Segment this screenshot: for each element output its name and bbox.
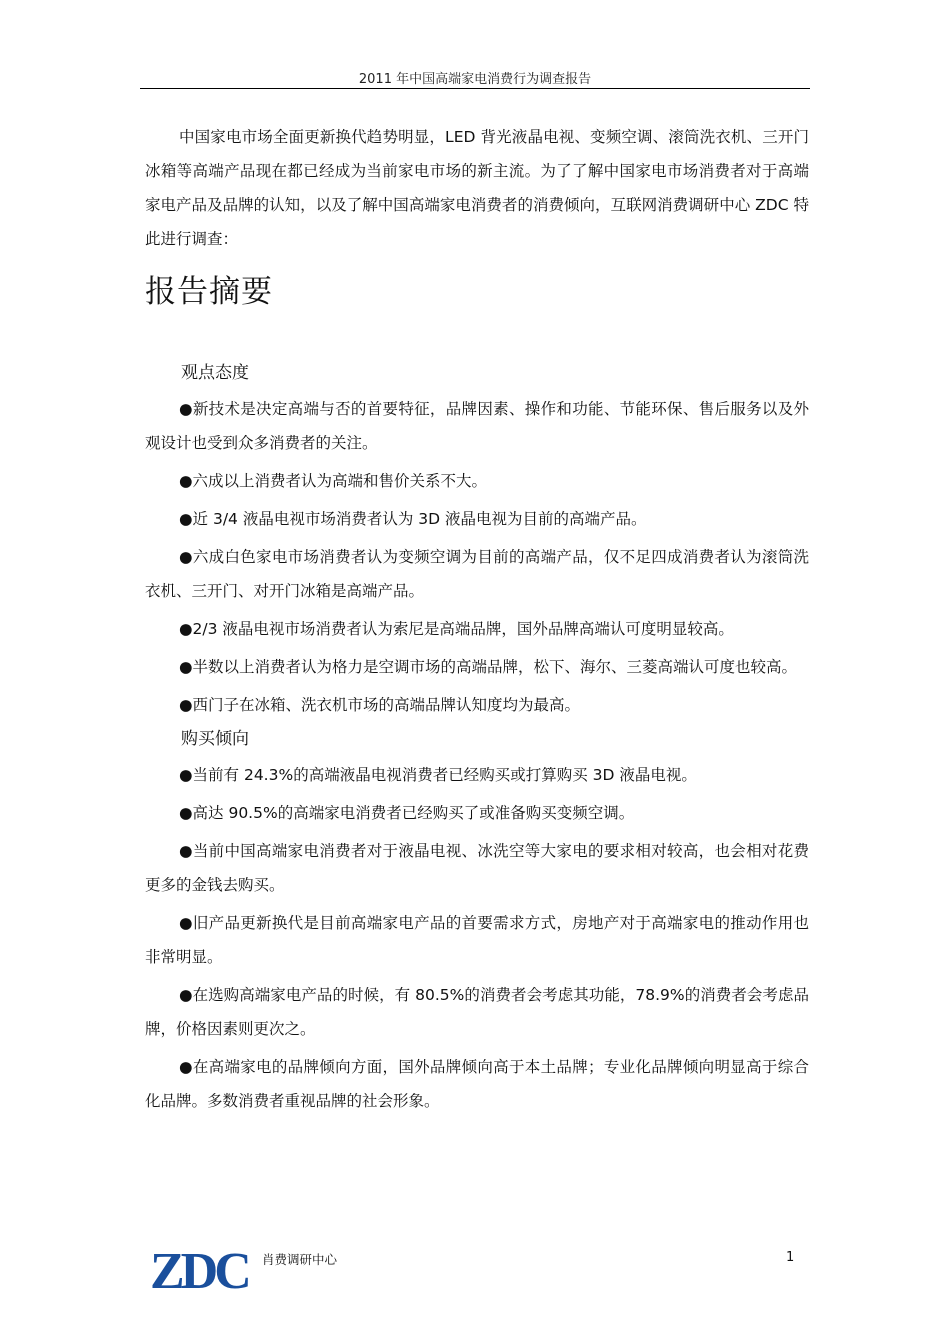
bullet-item: ●高达 90.5%的高端家电消费者已经购买了或准备购买变频空调。 — [179, 804, 635, 822]
zdc-logo-text: ZDC — [150, 1244, 248, 1294]
bullet-item: ●六成白色家电市场消费者认为变频空调为目前的高端产品，仅不足四成消费者认为滚筒洗衣机、三开门、对开门冰箱是高端产品。 — [145, 548, 809, 600]
bullet-item: ●六成以上消费者认为高端和售价关系不大。 — [179, 472, 488, 490]
header-divider — [140, 88, 810, 89]
zdc-logo — [150, 1244, 255, 1294]
footer-org-name: 肖费调研中心 — [262, 1252, 338, 1267]
page-number: 1 — [786, 1250, 795, 1265]
bullet-item: ●在选购高端家电产品的时候，有 80.5%的消费者会考虑其功能，78.9%的消费者会考虑品牌，价格因素则更次之。 — [145, 986, 809, 1038]
bullet-item: ●近 3/4 液晶电视市场消费者认为 3D 液晶电视为目前的高端产品。 — [179, 510, 647, 528]
section-heading-purchase: 购买倾向 — [181, 729, 249, 749]
bullet-item: ●新技术是决定高端与否的首要特征，品牌因素、操作和功能、节能环保、售后服务以及外观设计也受到众多消费者的关注。 — [145, 400, 809, 452]
document-body — [145, 120, 809, 1118]
summary-title: 报告摘要 — [145, 274, 273, 310]
bullet-item: ●旧产品更新换代是目前高端家电产品的首要需求方式，房地产对于高端家电的推动作用也非常明显。 — [145, 914, 809, 966]
section-heading-attitude: 观点态度 — [181, 363, 249, 383]
bullet-item: ●当前中国高端家电消费者对于液晶电视、冰洗空等大家电的要求相对较高，也会相对花费更多的金钱去购买。 — [145, 842, 809, 894]
bullet-item: ●半数以上消费者认为格力是空调市场的高端品牌，松下、海尔、三菱高端认可度也较高。 — [179, 658, 798, 676]
bullet-item: ●2/3 液晶电视市场消费者认为索尼是高端品牌，国外品牌高端认可度明显较高。 — [179, 620, 734, 638]
intro-paragraph: 中国家电市场全面更新换代趋势明显，LED 背光液晶电视、变频空调、滚筒洗衣机、三开门冰箱等高端产品现在都已经成为当前家电市场的新主流。为了了解中国家电市场消费者对于高端家电产品及品牌的认知，以及了解中国高端家电消费者的消费倾向，互联网消费调研中心 ZDC 特此进行调查： — [145, 128, 809, 248]
bullet-item: ●当前有 24.3%的高端液晶电视消费者已经购买或打算购买 3D 液晶电视。 — [179, 766, 697, 784]
bullet-item: ●西门子在冰箱、洗衣机市场的高端品牌认知度均为最高。 — [179, 696, 581, 714]
header-title: 2011 年中国高端家电消费行为调查报告 — [358, 72, 592, 87]
bullet-item: ●在高端家电的品牌倾向方面，国外品牌倾向高于本土品牌；专业化品牌倾向明显高于综合化品牌。多数消费者重视品牌的社会形象。 — [145, 1058, 809, 1110]
